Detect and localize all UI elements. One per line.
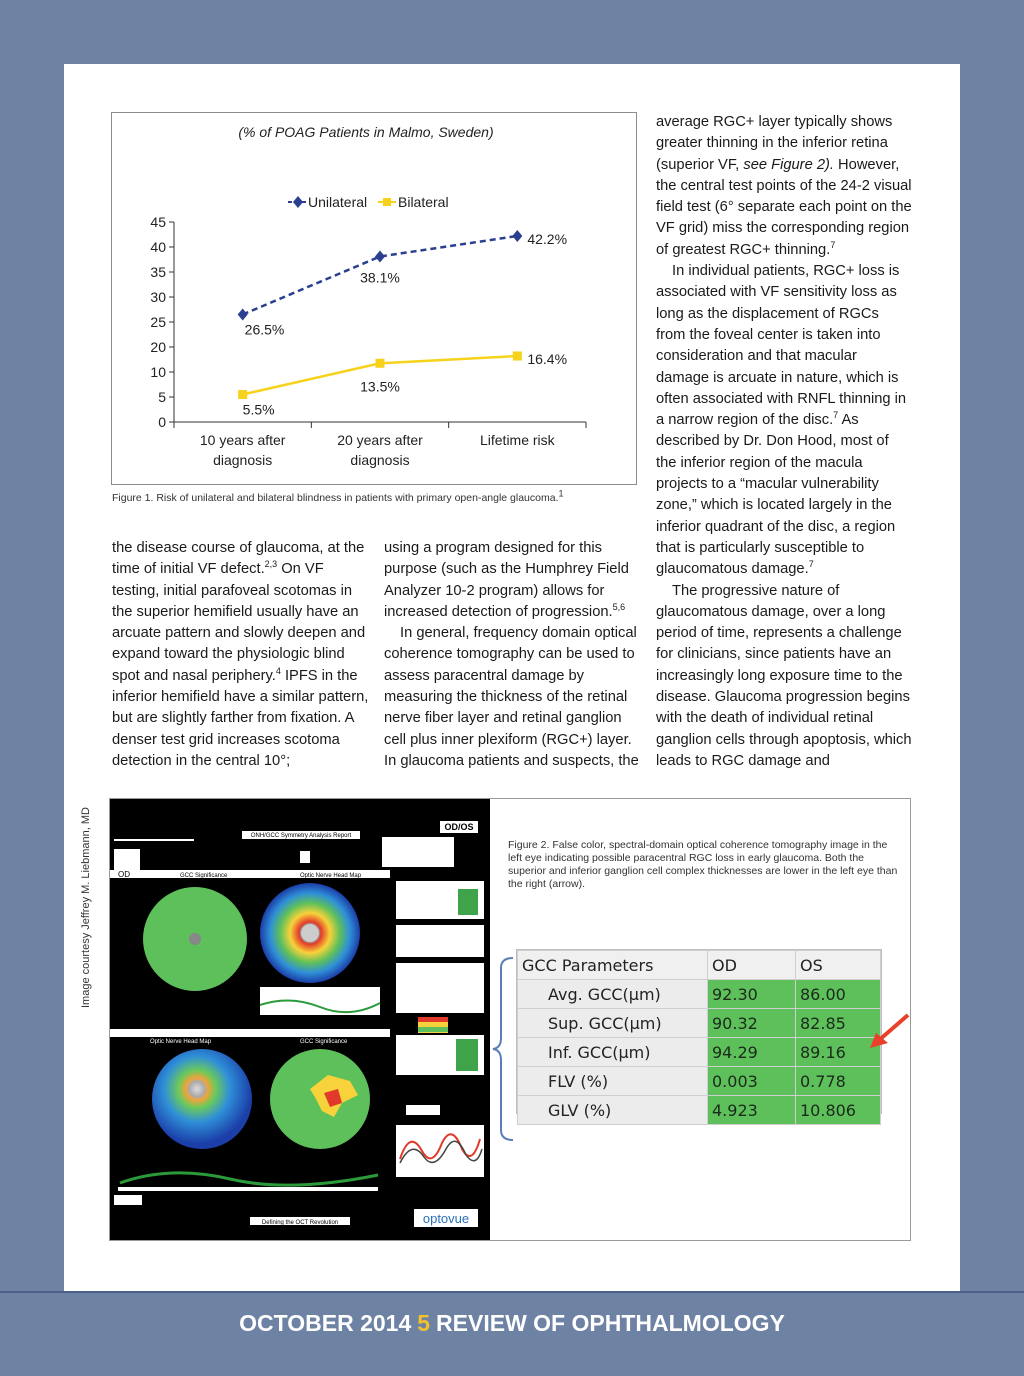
data-point-unilateral — [375, 251, 385, 263]
od-value: 0.003 — [708, 1067, 796, 1096]
od-value: 4.923 — [708, 1096, 796, 1125]
od-value: 92.30 — [708, 980, 796, 1009]
row-label: Sup. GCC(µm) — [518, 1009, 708, 1038]
data-point-bilateral — [513, 352, 522, 361]
col2-paragraph-1: using a program designed for this purpose (such as the Humphrey Field Analyzer 10-2 program) allows for increased detection of progression.$^{5,6}$ — [384, 540, 629, 620]
legend-label-bilateral: Bilateral — [398, 194, 449, 210]
chart-svg — [112, 113, 638, 486]
os-gcc-significance-label: GCC Significance — [300, 1039, 348, 1045]
oct-report-graphic — [110, 799, 490, 1240]
gcc-parameters-table — [516, 949, 882, 1120]
figure2 — [109, 798, 911, 1241]
os-value: 10.806 — [796, 1096, 881, 1125]
data-label-bilateral: 13.5% — [360, 378, 400, 395]
figure2-caption: Figure 2. False color, spectral-domain optical coherence tomography image in the left eye indicating possible paracentral RGC loss in early glaucoma. Both the superior and inferior ganglion cell complex thicknesses are lower in the left eye than the right (arrow). — [508, 839, 898, 890]
row-label: GLV (%) — [518, 1096, 708, 1125]
os-label: OS — [118, 1030, 130, 1039]
optovue-logo: optovue — [422, 1211, 470, 1226]
legend-marker-bilateral — [383, 198, 391, 206]
od-value: 94.29 — [708, 1038, 796, 1067]
legend-label-unilateral: Unilateral — [308, 194, 368, 210]
y-tick-label: 5 — [158, 389, 166, 405]
os-onh-map-label: Optic Nerve Head Map — [150, 1039, 212, 1045]
data-label-unilateral: 42.2% — [527, 231, 568, 247]
bracket-icon — [491, 954, 517, 1144]
data-label-bilateral: 16.4% — [527, 351, 568, 367]
data-point-unilateral — [238, 309, 248, 321]
x-category-label: 10 years after — [199, 432, 286, 448]
report-badge: OD/OS — [444, 822, 474, 832]
page-footer — [0, 1310, 1024, 1337]
data-label-bilateral: 5.5% — [242, 401, 275, 418]
col3-paragraph-2: In individual patients, RGC+ loss is associated with VF sensitivity loss as long as the displacement of RGCs from the foveal center is taken into consideration and that macular damage is arcuate in nature, which is often associated with RNFL thinning in a narrow region of the disc.$^7$ As described by Dr. Don Hood, most of the inferior region of the macula projects to a “macular vulnerability zone,” which is located largely in the inferior quadrant of the disc, a region that is particularly susceptible to glaucomatous damage.$^7$ — [656, 263, 907, 578]
y-tick-label: 45 — [150, 214, 166, 230]
publication-name: REVIEW OF OPHTHALMOLOGY — [436, 1310, 785, 1336]
col3-paragraph-3: The progressive nature of glaucomatous damage, over a long period of time, represents a challenge for clinicians, since patients have an increasingly long exposure time to the disease. Glaucoma progression begins with the death of individual retinal ganglion cells through apoptosis, which leads to RGC damage and — [656, 582, 912, 769]
y-tick-label: 0 — [158, 414, 166, 430]
text-column-1 — [112, 538, 372, 772]
y-tick-label: 40 — [150, 239, 166, 255]
x-category-label: Lifetime risk — [479, 432, 555, 448]
y-tick-label: 25 — [150, 314, 166, 330]
os-value: 89.16 — [796, 1038, 881, 1067]
col1-paragraph: the disease course of glaucoma, at the time of initial VF defect.$^{2,3}$ On VF testing, initial parafoveal scotomas in the superior hemifield usually have an arcuate pattern and slowly deepen and expand toward the physiologic blind spot and nasal periphery.$^4$ IPFS in the inferior hemifield have a similar pattern, but are slightly farther from fixation. A denser test grid increases scotoma detection in the central 10°; — [112, 540, 369, 769]
os-thickness-map — [152, 1049, 252, 1149]
col3-paragraph-1: average RGC+ layer typically shows greater thinning in the inferior retina (superior VF, see Figure 2). However, the central test points of the 24-2 visual field test (6° separate each point on the VF grid) miss the corresponding region of greatest RGC+ thinning.$^7$ — [656, 114, 912, 258]
col2-paragraph-2: In general, frequency domain optical coherence tomography can be used to assess paracentral damage by measuring the thickness of the retinal nerve fiber layer and retinal ganglion cell plus inner plexiform (RGC+) layer. In glaucoma patients and suspects, the — [384, 625, 639, 769]
x-category-label: diagnosis — [350, 452, 410, 468]
table-row — [518, 1009, 881, 1038]
os-value: 82.85 — [796, 1009, 881, 1038]
y-tick-label: 35 — [150, 264, 166, 280]
table-row — [518, 1096, 881, 1125]
x-category-label: diagnosis — [213, 452, 273, 468]
y-tick-label: 30 — [150, 289, 166, 305]
header-cell: GCC Parameters — [518, 951, 708, 980]
figure1-caption: Figure 1. Risk of unilateral and bilateral blindness in patients with primary open-angle glaucoma.$^1$ — [112, 488, 564, 504]
os-value: 86.00 — [796, 980, 881, 1009]
y-tick-label: 20 — [150, 339, 166, 355]
row-label: Avg. GCC(µm) — [518, 980, 708, 1009]
data-point-bilateral — [238, 390, 247, 399]
oct-report-image — [110, 799, 490, 1240]
data-label-unilateral: 26.5% — [244, 321, 285, 338]
row-label: Inf. GCC(µm) — [518, 1038, 708, 1067]
table-header-row — [518, 951, 881, 980]
report-footer: Defining the OCT Revolution — [261, 1220, 339, 1226]
od-onh-map-label: Optic Nerve Head Map — [300, 873, 362, 879]
row-label: FLV (%) — [518, 1067, 708, 1096]
os-value: 0.778 — [796, 1067, 881, 1096]
chart-title: (% of POAG Patients in Malmo, Sweden) — [238, 124, 494, 140]
report-title: ONH/GCC Symmetry Analysis Report — [250, 833, 352, 839]
od-gcc-significance-label: GCC Significance — [180, 873, 228, 879]
text-column-2 — [384, 538, 646, 772]
data-point-unilateral — [512, 230, 522, 242]
data-point-bilateral — [376, 359, 385, 368]
header-cell: OD — [708, 951, 796, 980]
page-number: 5 — [417, 1310, 431, 1336]
x-category-label: 20 years after — [337, 432, 423, 448]
od-label: OD — [118, 870, 130, 879]
data-label-unilateral: 38.1% — [360, 269, 400, 286]
header-cell: OS — [796, 951, 881, 980]
red-arrow-icon — [868, 1011, 912, 1051]
text-column-3 — [656, 112, 912, 772]
table-row — [518, 1067, 881, 1096]
od-value: 90.32 — [708, 1009, 796, 1038]
table-row — [518, 1038, 881, 1067]
table-row — [518, 980, 881, 1009]
footer-date: OCTOBER 2014 — [239, 1310, 412, 1336]
figure1-chart — [111, 112, 637, 485]
legend-marker-unilateral — [293, 196, 303, 208]
y-tick-label: 10 — [150, 364, 166, 380]
image-credit: Image courtesy Jeffrey M. Liebmann, MD — [80, 807, 92, 1008]
